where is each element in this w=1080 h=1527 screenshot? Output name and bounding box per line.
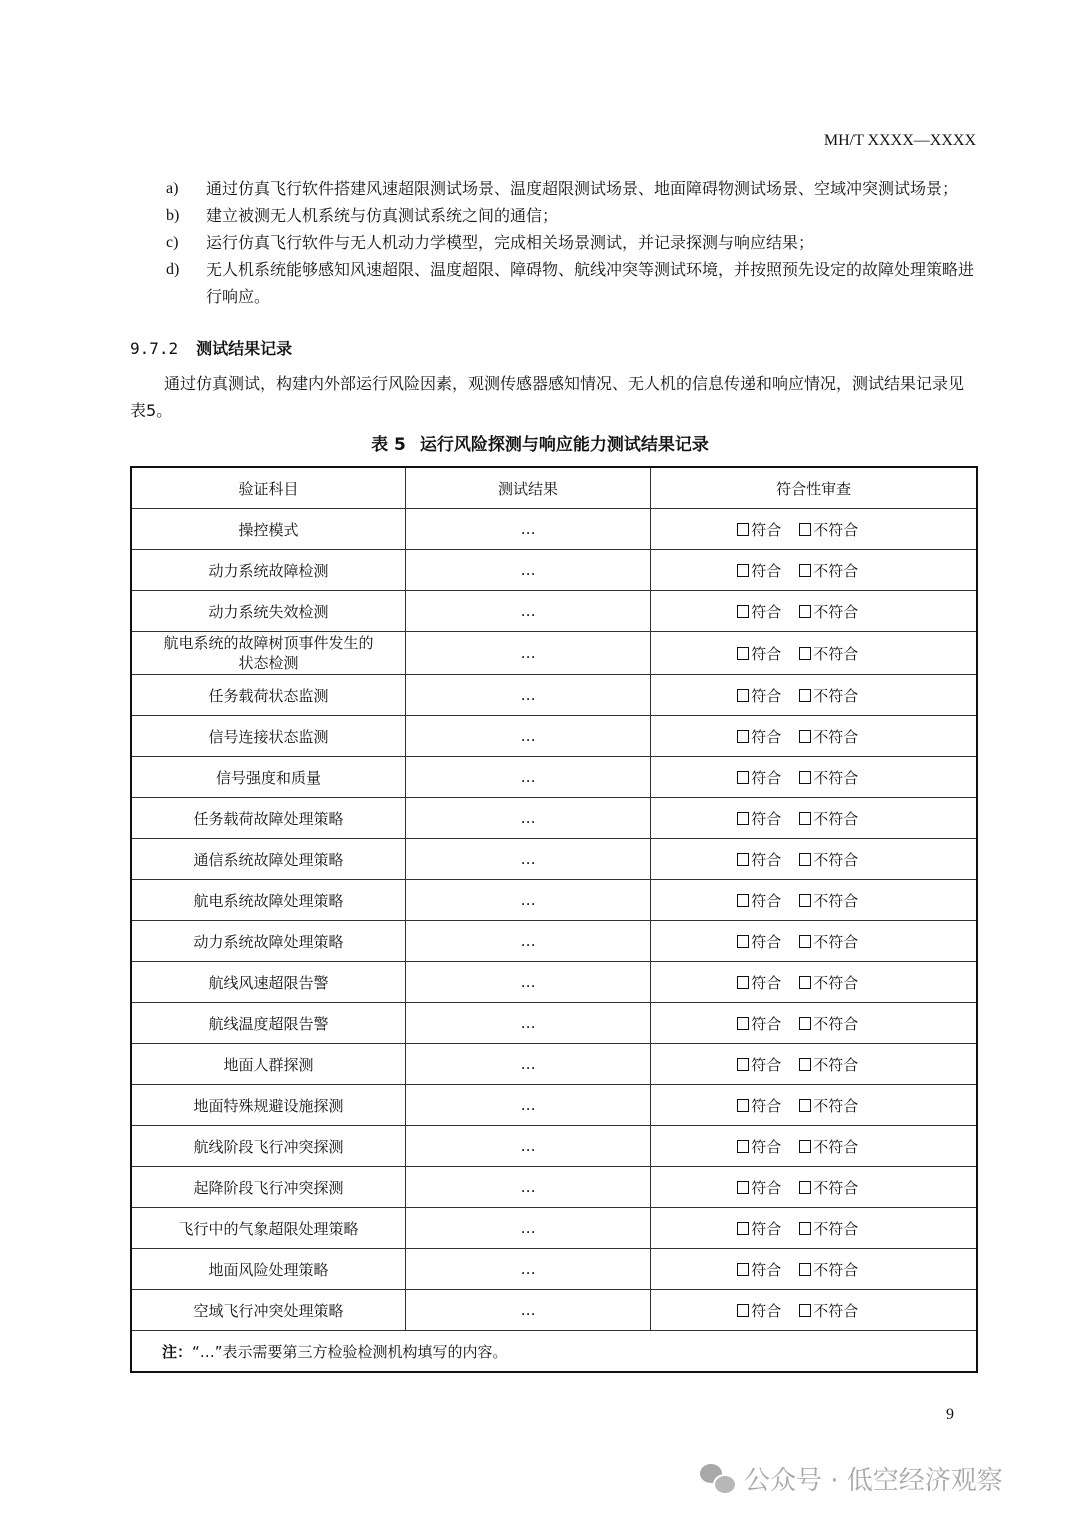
pass-checkbox[interactable] xyxy=(737,812,749,825)
cell-subject xyxy=(131,962,405,1003)
table-row xyxy=(131,1085,977,1126)
cell-result: … xyxy=(405,509,650,550)
fail-label: 不符合 xyxy=(813,644,859,663)
list-item xyxy=(166,202,978,229)
cell-result: … xyxy=(405,1249,650,1290)
subject-text: 飞行中的气象超限处理策略 xyxy=(178,1219,359,1238)
pass-label: 符合 xyxy=(751,1137,782,1156)
table-row xyxy=(131,880,977,921)
fail-label: 不符合 xyxy=(813,727,859,746)
subject-text: 起降阶段飞行冲突探测 xyxy=(193,1178,344,1197)
subject-text: 航线阶段飞行冲突探测 xyxy=(193,1137,344,1156)
cell-compliance xyxy=(651,675,977,716)
table-row xyxy=(131,798,977,839)
pass-label: 符合 xyxy=(751,809,782,828)
fail-label: 不符合 xyxy=(813,1014,859,1033)
cell-subject xyxy=(131,509,405,550)
header-subject: 验证科目 xyxy=(131,467,405,509)
table-row xyxy=(131,1290,977,1331)
subject-text: 动力系统失效检测 xyxy=(208,602,329,621)
table-row xyxy=(131,1003,977,1044)
subject-text: 任务载荷故障处理策略 xyxy=(193,809,344,828)
pass-checkbox[interactable] xyxy=(737,935,749,948)
cell-result: … xyxy=(405,591,650,632)
pass-label: 符合 xyxy=(751,602,782,621)
fail-label: 不符合 xyxy=(813,1178,859,1197)
subject-text: 通信系统故障处理策略 xyxy=(193,850,344,869)
fail-checkbox[interactable] xyxy=(799,1099,811,1112)
table-row xyxy=(131,757,977,798)
pass-label: 符合 xyxy=(751,1301,782,1320)
document-code: MH/T XXXX—XXXX xyxy=(823,132,976,149)
cell-result: … xyxy=(405,1208,650,1249)
cell-subject xyxy=(131,1249,405,1290)
fail-label: 不符合 xyxy=(813,1137,859,1156)
fail-label: 不符合 xyxy=(813,891,859,910)
cell-compliance xyxy=(651,880,977,921)
watermark xyxy=(700,1460,1003,1497)
cell-subject xyxy=(131,880,405,921)
subject-text: 航电系统的故障树顶事件发生的状态检测 xyxy=(163,634,374,672)
table-row xyxy=(131,1044,977,1085)
cell-compliance xyxy=(651,757,977,798)
pass-checkbox[interactable] xyxy=(737,894,749,907)
table-title: 运行风险探测与响应能力测试结果记录 xyxy=(419,435,709,455)
pass-label: 符合 xyxy=(751,561,782,580)
pass-checkbox[interactable] xyxy=(737,1222,749,1235)
table-row xyxy=(131,509,977,550)
section-heading xyxy=(130,336,292,359)
header-result: 测试结果 xyxy=(405,467,650,509)
subject-text: 空域飞行冲突处理策略 xyxy=(193,1301,344,1320)
fail-label: 不符合 xyxy=(813,1096,859,1115)
fail-label: 不符合 xyxy=(813,602,859,621)
table-row xyxy=(131,921,977,962)
pass-label: 符合 xyxy=(751,1219,782,1238)
pass-label: 符合 xyxy=(751,686,782,705)
cell-subject xyxy=(131,550,405,591)
pass-checkbox[interactable] xyxy=(737,1304,749,1317)
subject-text: 航线温度超限告警 xyxy=(208,1014,329,1033)
list-text: 通过仿真飞行软件搭建风速超限测试场景、温度超限测试场景、地面障碍物测试场景、空域冲突测试场景； xyxy=(206,179,959,198)
fail-checkbox[interactable] xyxy=(799,689,811,702)
pass-checkbox[interactable] xyxy=(737,564,749,577)
fail-label: 不符合 xyxy=(813,973,859,992)
list-item xyxy=(166,175,978,202)
table-row xyxy=(131,1167,977,1208)
header-compliance: 符合性审查 xyxy=(651,467,977,509)
subject-text: 航线风速超限告警 xyxy=(208,973,329,992)
table-row xyxy=(131,1126,977,1167)
table-header-row xyxy=(131,467,977,509)
cell-result: … xyxy=(405,839,650,880)
fail-checkbox[interactable] xyxy=(799,1304,811,1317)
table-note xyxy=(131,1331,977,1373)
list-text: 建立被测无人机系统与仿真测试系统之间的通信； xyxy=(206,206,559,225)
procedure-list xyxy=(166,175,978,310)
pass-checkbox[interactable] xyxy=(737,1017,749,1030)
section-number: 9.7.2 xyxy=(130,339,179,358)
cell-compliance xyxy=(651,1003,977,1044)
cell-result: … xyxy=(405,632,650,675)
cell-compliance xyxy=(651,962,977,1003)
pass-checkbox[interactable] xyxy=(737,976,749,989)
table-row xyxy=(131,962,977,1003)
fail-checkbox[interactable] xyxy=(799,771,811,784)
pass-label: 符合 xyxy=(751,973,782,992)
cell-result: … xyxy=(405,716,650,757)
pass-checkbox[interactable] xyxy=(737,1140,749,1153)
pass-label: 符合 xyxy=(751,1014,782,1033)
fail-checkbox[interactable] xyxy=(799,1222,811,1235)
cell-result: … xyxy=(405,550,650,591)
cell-subject xyxy=(131,1208,405,1249)
fail-checkbox[interactable] xyxy=(799,730,811,743)
fail-label: 不符合 xyxy=(813,1055,859,1074)
pass-checkbox[interactable] xyxy=(737,647,749,660)
cell-subject xyxy=(131,798,405,839)
fail-label: 不符合 xyxy=(813,561,859,580)
table-caption xyxy=(0,430,1080,455)
pass-label: 符合 xyxy=(751,1055,782,1074)
cell-compliance xyxy=(651,550,977,591)
subject-text: 动力系统故障检测 xyxy=(208,561,329,580)
table-number: 表 5 xyxy=(371,435,406,455)
cell-result: … xyxy=(405,757,650,798)
fail-checkbox[interactable] xyxy=(799,605,811,618)
cell-compliance xyxy=(651,1126,977,1167)
fail-label: 不符合 xyxy=(813,686,859,705)
subject-text: 操控模式 xyxy=(238,520,299,539)
cell-compliance xyxy=(651,1249,977,1290)
pass-checkbox[interactable] xyxy=(737,1263,749,1276)
fail-label: 不符合 xyxy=(813,932,859,951)
cell-compliance xyxy=(651,509,977,550)
fail-checkbox[interactable] xyxy=(799,1140,811,1153)
pass-label: 符合 xyxy=(751,850,782,869)
table-row xyxy=(131,839,977,880)
cell-result: … xyxy=(405,921,650,962)
pass-label: 符合 xyxy=(751,727,782,746)
pass-checkbox[interactable] xyxy=(737,689,749,702)
cell-compliance xyxy=(651,839,977,880)
fail-checkbox[interactable] xyxy=(799,894,811,907)
fail-checkbox[interactable] xyxy=(799,647,811,660)
table-row xyxy=(131,1208,977,1249)
cell-subject xyxy=(131,1126,405,1167)
fail-label: 不符合 xyxy=(813,1219,859,1238)
pass-label: 符合 xyxy=(751,644,782,663)
cell-subject xyxy=(131,1167,405,1208)
wechat-icon xyxy=(700,1464,736,1494)
subject-text: 地面特殊规避设施探测 xyxy=(193,1096,344,1115)
pass-label: 符合 xyxy=(751,1260,782,1279)
pass-checkbox[interactable] xyxy=(737,1099,749,1112)
list-item xyxy=(166,229,978,256)
cell-subject xyxy=(131,632,405,675)
page-number: 9 xyxy=(946,1406,954,1423)
fail-label: 不符合 xyxy=(813,850,859,869)
pass-checkbox[interactable] xyxy=(737,730,749,743)
fail-label: 不符合 xyxy=(813,809,859,828)
note-label: 注： xyxy=(162,1342,193,1361)
subject-text: 信号连接状态监测 xyxy=(208,727,329,746)
list-marker: b) xyxy=(166,207,180,224)
cell-subject xyxy=(131,757,405,798)
table-row xyxy=(131,591,977,632)
list-text: 运行仿真飞行软件与无人机动力学模型，完成相关场景测试，并记录探测与响应结果； xyxy=(206,233,815,252)
pass-label: 符合 xyxy=(751,1096,782,1115)
cell-result: … xyxy=(405,1290,650,1331)
fail-checkbox[interactable] xyxy=(799,523,811,536)
cell-compliance xyxy=(651,1044,977,1085)
fail-checkbox[interactable] xyxy=(799,1058,811,1071)
cell-result: … xyxy=(405,1085,650,1126)
fail-label: 不符合 xyxy=(813,1260,859,1279)
cell-compliance xyxy=(651,632,977,675)
cell-subject xyxy=(131,1003,405,1044)
subject-text: 地面风险处理策略 xyxy=(208,1260,329,1279)
pass-label: 符合 xyxy=(751,932,782,951)
pass-checkbox[interactable] xyxy=(737,1058,749,1071)
subject-text: 航电系统故障处理策略 xyxy=(193,891,344,910)
subject-text: 信号强度和质量 xyxy=(215,768,321,787)
cell-result: … xyxy=(405,1003,650,1044)
pass-checkbox[interactable] xyxy=(737,853,749,866)
table-row xyxy=(131,550,977,591)
section-title: 测试结果记录 xyxy=(196,339,293,358)
cell-subject xyxy=(131,716,405,757)
cell-result: … xyxy=(405,962,650,1003)
results-table xyxy=(130,466,978,1373)
table-row xyxy=(131,716,977,757)
pass-checkbox[interactable] xyxy=(737,523,749,536)
body-paragraph: 通过仿真测试，构建内外部运行风险因素，观测传感器感知情况、无人机的信息传递和响应情况，测试结果记录见表5。 xyxy=(130,374,965,420)
cell-subject xyxy=(131,591,405,632)
cell-result: … xyxy=(405,798,650,839)
cell-compliance xyxy=(651,921,977,962)
list-text: 无人机系统能够感知风速超限、温度超限、障碍物、航线冲突等测试环境，并按照预先设定的故障处理策略进行响应。 xyxy=(206,260,975,306)
cell-result: … xyxy=(405,1044,650,1085)
cell-result: … xyxy=(405,1126,650,1167)
cell-compliance xyxy=(651,1290,977,1331)
fail-checkbox[interactable] xyxy=(799,1181,811,1194)
table-note-row xyxy=(131,1331,977,1373)
cell-result: … xyxy=(405,675,650,716)
table-row xyxy=(131,1249,977,1290)
note-text: “…”表示需要第三方检验检测机构填写的内容。 xyxy=(192,1342,508,1361)
fail-checkbox[interactable] xyxy=(799,1263,811,1276)
cell-compliance xyxy=(651,1208,977,1249)
list-marker: a) xyxy=(166,180,179,197)
fail-label: 不符合 xyxy=(813,768,859,787)
pass-checkbox[interactable] xyxy=(737,771,749,784)
pass-label: 符合 xyxy=(751,768,782,787)
fail-checkbox[interactable] xyxy=(799,564,811,577)
subject-text: 动力系统故障处理策略 xyxy=(193,932,344,951)
fail-label: 不符合 xyxy=(813,520,859,539)
cell-compliance xyxy=(651,716,977,757)
cell-subject xyxy=(131,1290,405,1331)
subject-text: 地面人群探测 xyxy=(223,1055,314,1074)
table-row xyxy=(131,632,977,675)
cell-subject xyxy=(131,675,405,716)
cell-subject xyxy=(131,1085,405,1126)
list-marker: d) xyxy=(166,261,180,278)
fail-checkbox[interactable] xyxy=(799,853,811,866)
pass-checkbox[interactable] xyxy=(737,605,749,618)
list-marker: c) xyxy=(166,234,179,251)
cell-compliance xyxy=(651,1167,977,1208)
watermark-text: 公众号 · 低空经济观察 xyxy=(744,1466,1003,1496)
pass-checkbox[interactable] xyxy=(737,1181,749,1194)
cell-compliance xyxy=(651,591,977,632)
cell-result: … xyxy=(405,1167,650,1208)
cell-subject xyxy=(131,839,405,880)
pass-label: 符合 xyxy=(751,1178,782,1197)
fail-label: 不符合 xyxy=(813,1301,859,1320)
pass-label: 符合 xyxy=(751,891,782,910)
pass-label: 符合 xyxy=(751,520,782,539)
fail-checkbox[interactable] xyxy=(799,976,811,989)
subject-text: 任务载荷状态监测 xyxy=(208,686,329,705)
cell-result: … xyxy=(405,880,650,921)
cell-compliance xyxy=(651,1085,977,1126)
list-item xyxy=(166,256,978,310)
fail-checkbox[interactable] xyxy=(799,812,811,825)
cell-subject xyxy=(131,921,405,962)
cell-subject xyxy=(131,1044,405,1085)
table-row xyxy=(131,675,977,716)
fail-checkbox[interactable] xyxy=(799,935,811,948)
fail-checkbox[interactable] xyxy=(799,1017,811,1030)
cell-compliance xyxy=(651,798,977,839)
